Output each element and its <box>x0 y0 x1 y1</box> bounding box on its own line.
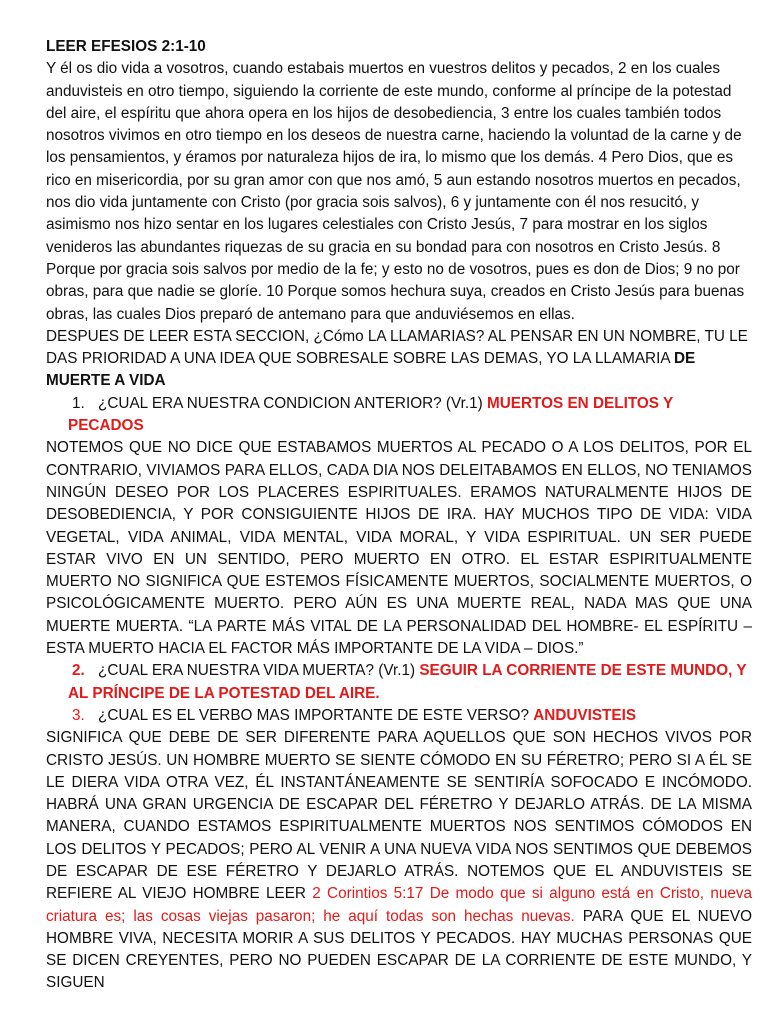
question-3-number: 3. <box>72 706 85 724</box>
question-2-answer: SEGUIR LA CORRIENTE DE ESTE MUNDO, Y AL PRÍNCIPE DE LA POTESTAD DEL AIRE. <box>68 662 747 702</box>
intro-paragraph <box>46 326 752 393</box>
question-1-answer: MUERTOS EN DELITOS Y PECADOS <box>68 394 673 435</box>
question-3-answer: ANDUVISTEIS <box>533 706 637 724</box>
question-1 <box>46 393 752 438</box>
scripture-quote: 2 Corintios 5:17 De modo que si alguno está en Cristo, nueva criatura es; las cosas viejas pasaron; he aquí todas son hechas nuevas. <box>46 885 753 925</box>
question-1-number: 1. <box>72 394 85 412</box>
section-title: DE MUERTE A VIDA <box>46 350 696 390</box>
document-heading: LEER EFESIOS 2:1-10 <box>46 38 206 55</box>
question-1-text: ¿CUAL ERA NUESTRA CONDICION ANTERIOR? (Vr.1) <box>98 394 488 412</box>
question-3-text: ¿CUAL ES EL VERBO MAS IMPORTANTE DE ESTE VERSO? <box>98 706 534 724</box>
question-2-text: ¿CUAL ERA NUESTRA VIDA MUERTA? (Vr.1) <box>98 662 420 680</box>
question-2 <box>46 660 752 705</box>
question-3-body-text: SIGNIFICA QUE DEBE DE SER DIFERENTE PARA AQUELLOS QUE SON HECHOS VIVOS POR CRISTO JESÚS. UN HOMBRE MUERTO SE SIENTE CÓMODO EN SU FÉRETRO; PERO SI A ÉL SE LE DIERA VIDA OTRA VEZ, ÉL INSTANTÁNEAMENTE SE SENTIRÍA SOFOCADO E INCÓMODO. HABRÁ UNA GRAN URGENCIA DE ESCAPAR DEL FÉRETRO Y DEJARLO ATRÁS. DE LA MISMA MANERA, CUANDO ESTAMOS ESPIRITUALMENTE MUERTOS NOS SENTIMOS CÓMODOS EN LOS DELITOS Y PECADOS; PERO AL VENIR A UNA NUEVA VIDA NOS SENTIMOS QUE DEBEMOS DE ESCAPAR DE ESE FÉRETRO Y DEJARLO ATRÁS. NOTEMOS QUE EL ANDUVISTEIS SE REFIERE AL VIEJO HOMBRE LEER <box>46 729 752 903</box>
question-1-body: NOTEMOS QUE NO DICE QUE ESTABAMOS MUERTOS AL PECADO O A LOS DELITOS, POR EL CONTRARIO, VIVIAMOS PARA ELLOS, CADA DIA NOS DELEITABAMOS EN ELLOS, NO TENIAMOS NINGÚN DESEO POR LOS PLACERES ESPIRITUALES. ERAMOS NATURALMENTE HIJOS DE DESOBEDIENCIA, Y POR CONSIGUIENTE HIJOS DE IRA. HAY MUCHOS TIPO DE VIDA: VIDA VEGETAL, VIDA ANIMAL, VIDA MENTAL, VIDA MORAL, Y VIDA ESPIRITUAL. UN SER PUEDE ESTAR VIVO EN UN SENTIDO, PERO MUERTO EN OTRO. EL ESTAR ESPIRITUALMENTE MUERTO NO SIGNIFICA QUE ESTEMOS FÍSICAMENTE MUERTOS, SOCIALMENTE MUERTOS, O PSICOLÓGICAMENTE MUERTO. PERO AÚN ES UNA MUERTE REAL, NADA MAS QUE UNA MUERTE MUERTA. “LA PARTE MÁS VITAL DE LA PERSONALIDAD DEL HOMBRE- EL ESPÍRITU – ESTA MUERTO HACIA EL FACTOR MÁS IMPORTANTE DE LA VIDA – DIOS.” <box>46 439 752 658</box>
question-2-number: 2. <box>72 662 85 680</box>
question-3-body-continuation: PARA QUE EL NUEVO HOMBRE VIVA, NECESITA MORIR A SUS DELITOS Y PECADOS. HAY MUCHAS PERSONAS QUE SE DICEN CREYENTES, PERO NO PUEDEN ESCAPAR DE LA CORRIENTE DE ESTE MUNDO, Y SIGUEN <box>46 907 752 992</box>
scripture-passage: Y él os dio vida a vosotros, cuando estabais muertos en vuestros delitos y pecados, 2 en los cuales anduvisteis en otro tiempo, siguiendo la corriente de este mundo, conforme al príncipe de la potestad del aire, el espíritu que ahora opera en los hijos de desobediencia, 3 entre los cuales también todos nosotros vivimos en otro tiempo en los deseos de nuestra carne, haciendo la voluntad de la carne y de los pensamientos, y éramos por naturaleza hijos de ira, lo mismo que los demás. 4 Pero Dios, que es rico en misericordia, por su gran amor con que nos amó, 5 aun estando nosotros muertos en pecados, nos dio vida juntamente con Cristo (por gracia sois salvos), 6 y juntamente con él nos resucitó, y asimismo nos hizo sentar en los lugares celestiales con Cristo Jesús, 7 para mostrar en los siglos venideros las abundantes riquezas de su gracia en su bondad para con nosotros en Cristo Jesús. 8 Porque por gracia sois salvos por medio de la fe; y esto no de vosotros, pues es don de Dios; 9 no por obras, para que nadie se gloríe. 10 Porque somos hechura suya, creados en Cristo Jesús para buenas obras, las cuales Dios preparó de antemano para que anduviésemos en ellas. <box>46 60 745 323</box>
question-3 <box>46 705 752 727</box>
question-3-body <box>46 727 752 995</box>
intro-text: DESPUES DE LEER ESTA SECCION, ¿Cómo LA LLAMARIAS? AL PENSAR EN UN NOMBRE, TU LE DAS PRIORIDAD A UNA IDEA QUE SOBRESALE SOBRE LAS DEMAS, YO LA LLAMARIA <box>46 327 748 368</box>
